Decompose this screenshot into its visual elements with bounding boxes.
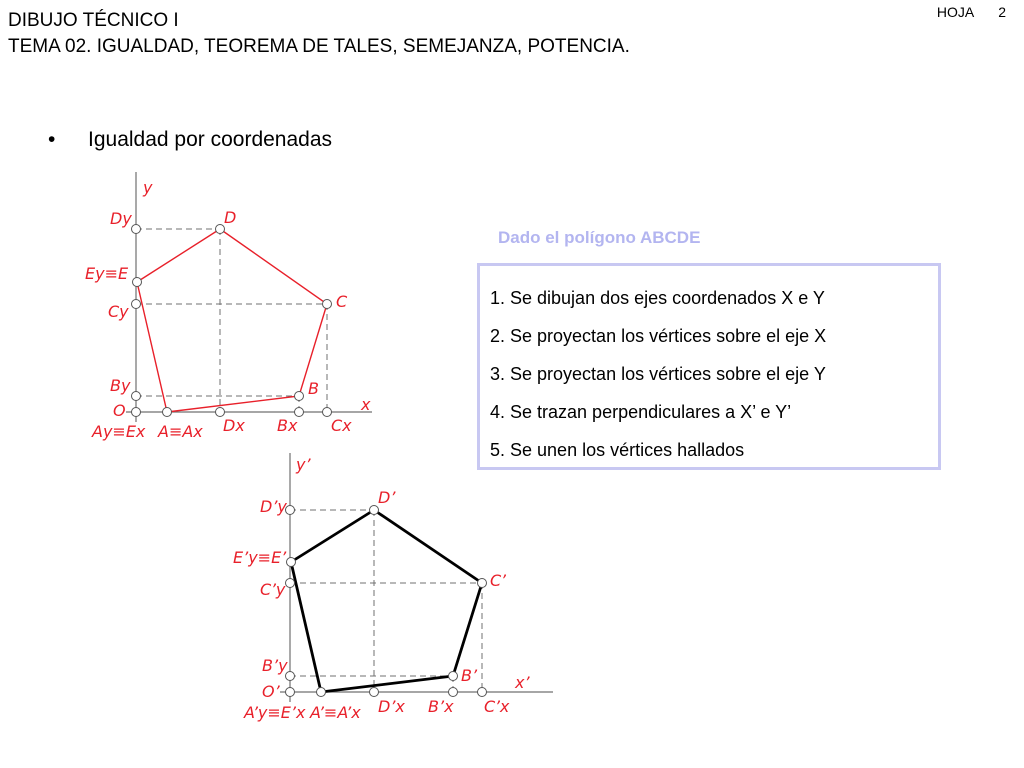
label-AyEx: Ay≡Ex xyxy=(92,422,146,441)
label-Cy-prime: C’y xyxy=(260,580,286,599)
copy-polygon xyxy=(291,510,482,692)
label-Dy-prime: D’y xyxy=(260,497,287,516)
label-Bx-prime: B’x xyxy=(428,697,454,716)
point-E xyxy=(133,278,142,287)
label-AAx-prime: A’≡A’x xyxy=(310,703,361,722)
label-C: C xyxy=(336,292,348,311)
label-B-prime: B’ xyxy=(461,666,478,685)
copy-projection-lines xyxy=(290,510,482,692)
label-AAx: A≡Ax xyxy=(158,422,203,441)
label-Dy: Dy xyxy=(110,209,132,228)
step-4: 4. Se trazan perpendiculares a X’ e Y’ xyxy=(490,402,792,422)
label-AyEx-prime: A’y≡E’x xyxy=(244,703,306,722)
label-C-prime: C’ xyxy=(490,571,506,590)
original-projection-lines xyxy=(136,229,327,412)
point-C-prime xyxy=(478,579,487,588)
point-Dy xyxy=(132,225,141,234)
original-polygon xyxy=(137,229,327,412)
point-Cy-prime xyxy=(286,579,295,588)
label-Cx-prime: C’x xyxy=(484,697,510,716)
label-origin: O xyxy=(113,401,126,420)
label-D-prime: D’ xyxy=(378,488,396,507)
point-C xyxy=(323,300,332,309)
label-axis-y-prime: y’ xyxy=(296,455,311,474)
point-O-prime xyxy=(286,688,295,697)
label-By: By xyxy=(110,376,131,395)
point-Bx-prime xyxy=(449,688,458,697)
point-E-prime xyxy=(287,558,296,567)
step-3: 3. Se proyectan los vértices sobre el eje Y xyxy=(490,364,826,384)
point-Cx-prime xyxy=(478,688,487,697)
sheet-number: 2 xyxy=(998,4,1006,20)
step-5: 5. Se unen los vértices hallados xyxy=(490,440,745,460)
point-A-prime xyxy=(317,688,326,697)
title-line-1: DIBUJO TÉCNICO I xyxy=(8,10,179,31)
figure-original xyxy=(85,172,372,441)
point-B xyxy=(295,392,304,401)
sheet-label: HOJA xyxy=(936,4,975,20)
bullet-dot: • xyxy=(48,128,56,151)
point-Dx-prime xyxy=(370,688,379,697)
label-axis-y: y xyxy=(143,178,153,197)
label-Dx: Dx xyxy=(223,416,245,435)
procedure-heading: Dado el polígono ABCDE xyxy=(498,228,701,247)
label-Bx: Bx xyxy=(277,416,298,435)
label-Cy: Cy xyxy=(108,302,129,321)
label-D: D xyxy=(224,208,237,227)
label-B: B xyxy=(308,379,319,398)
label-origin-prime: O’ xyxy=(262,682,280,701)
figure-copy xyxy=(233,453,553,722)
point-By xyxy=(132,392,141,401)
label-axis-x-prime: x’ xyxy=(515,673,530,692)
title-line-2: TEMA 02. IGUALDAD, TEOREMA DE TALES, SEMEJANZA, POTENCIA. xyxy=(8,36,630,57)
label-Cx: Cx xyxy=(331,416,352,435)
point-A xyxy=(163,408,172,417)
label-By-prime: B’y xyxy=(262,656,288,675)
step-1: 1. Se dibujan dos ejes coordenados X e Y xyxy=(490,288,825,308)
step-2: 2. Se proyectan los vértices sobre el eje X xyxy=(490,326,827,346)
label-Dx-prime: D’x xyxy=(378,697,405,716)
bullet-text: Igualdad por coordenadas xyxy=(88,128,333,151)
label-axis-x: x xyxy=(361,395,371,414)
point-B-prime xyxy=(449,672,458,681)
label-E: Ey≡E xyxy=(85,264,129,283)
point-Cy xyxy=(132,300,141,309)
label-E-prime: E’y≡E’ xyxy=(233,548,287,567)
point-O xyxy=(132,408,141,417)
